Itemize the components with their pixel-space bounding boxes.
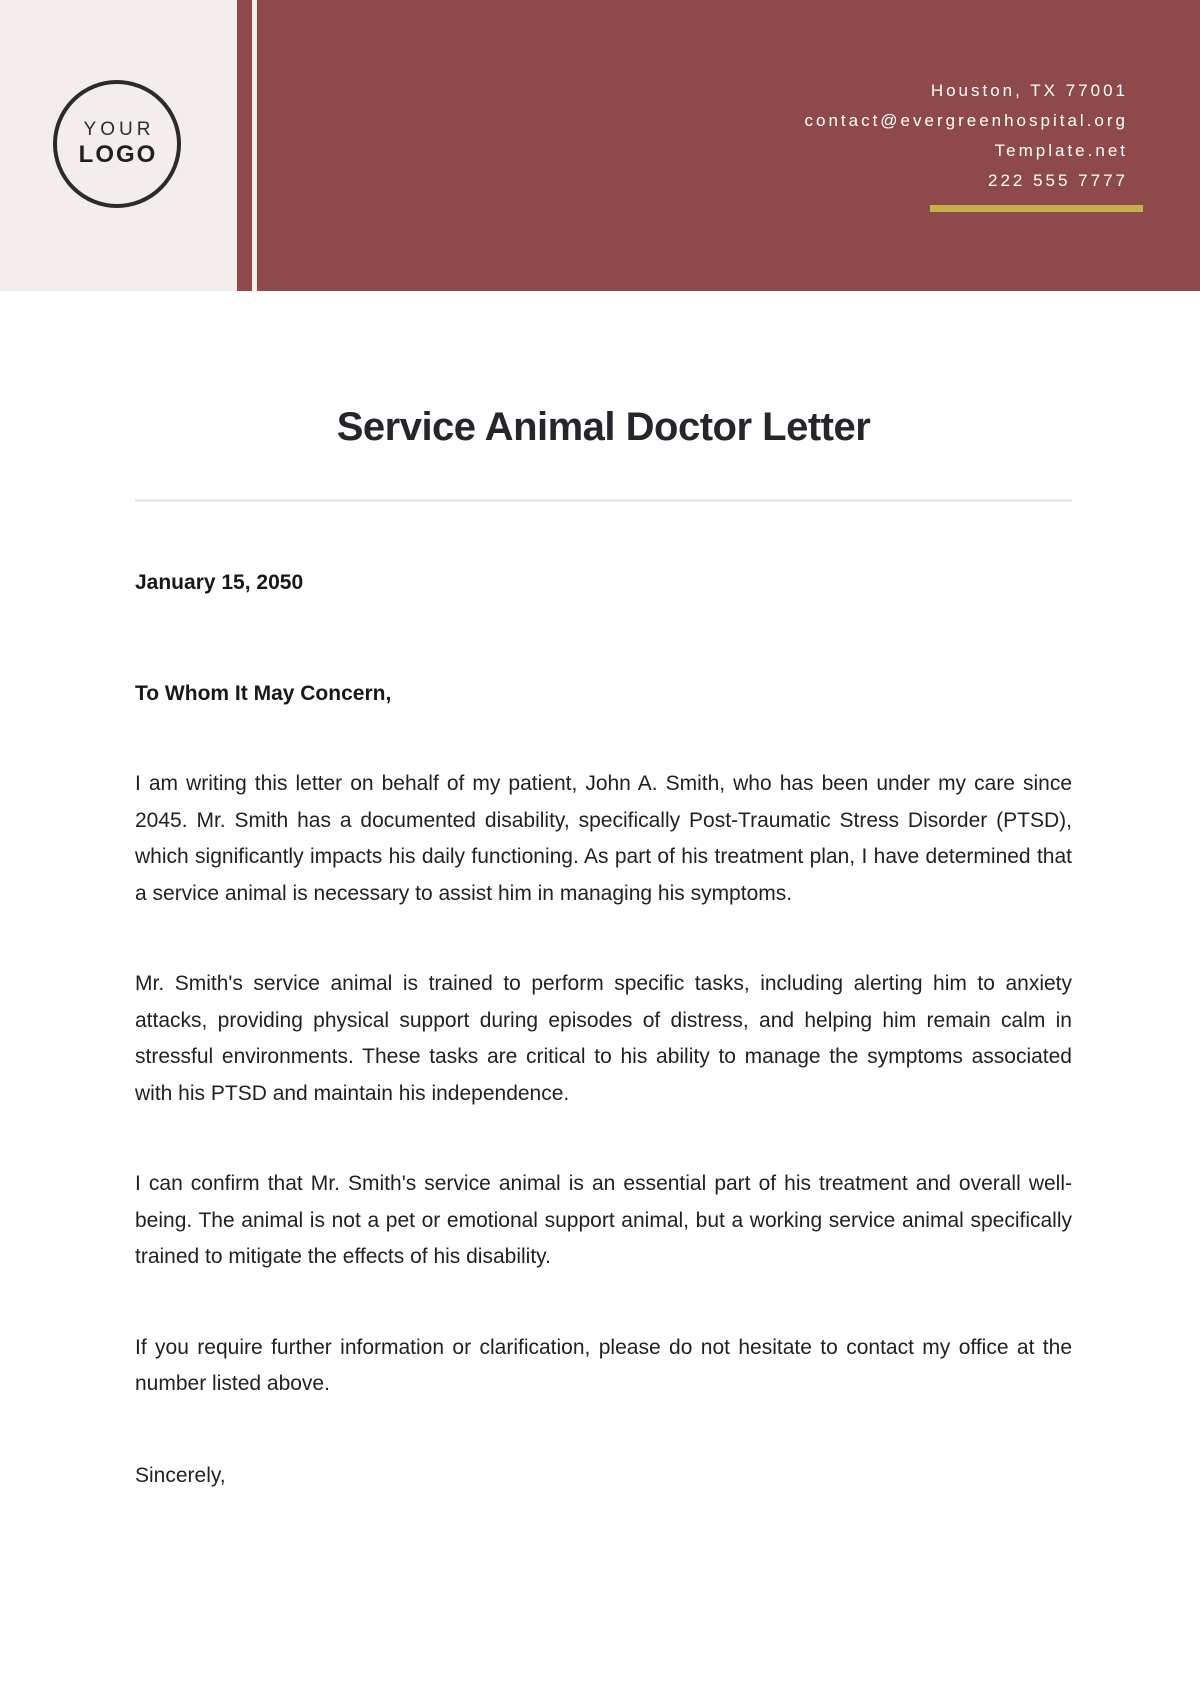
body-paragraph-4: If you require further information or clarification, please do not hesitate to contact my office at the number listed above. — [135, 1335, 1072, 1395]
letter-date: January 15, 2050 — [135, 571, 304, 594]
body-paragraph-1: I am writing this letter on behalf of my patient, John A. Smith, who has been under my care since 2045. Mr. Smith has a documented disability, specifically Post-Traumatic Stress Disorder (PTSD), which significantly impacts his daily functioning. As part of his treatment plan, I have determined that a service animal is necessary to assist him in managing his symptoms. — [135, 772, 1072, 905]
title-divider — [135, 499, 1072, 502]
salutation: To Whom It May Concern, — [135, 682, 392, 705]
letterhead-left-panel — [0, 0, 237, 291]
letter-content — [0, 291, 1200, 1494]
letterhead-main-block — [257, 0, 1200, 291]
letterhead — [0, 0, 1200, 291]
vertical-accent-stripe — [237, 0, 252, 291]
contact-phone-line: 222 555 7777 — [988, 171, 1128, 190]
company-logo — [53, 80, 181, 208]
closing-text: Sincerely, — [135, 1463, 226, 1487]
body-paragraph-2: Mr. Smith's service animal is trained to perform specific tasks, including alerting him to anxiety attacks, providing physical support during episodes of distress, and helping him remain calm in stressful environments. These tasks are critical to his ability to manage the symptoms associated with his PTSD and maintain his independence. — [135, 972, 1072, 1105]
logo-text-top: YOUR — [83, 118, 155, 140]
logo-text-bottom: LOGO — [78, 140, 158, 168]
contact-email-line: contact@evergreenhospital.org — [804, 111, 1128, 130]
gold-accent-bar — [930, 205, 1143, 212]
contact-city-line: Houston, TX 77001 — [930, 81, 1128, 100]
contact-website-line: Template.net — [994, 141, 1128, 160]
letter-title: Service Animal Doctor Letter — [336, 405, 871, 449]
body-paragraph-3: I can confirm that Mr. Smith's service animal is an essential part of his treatment and overall well-being. The animal is not a pet or emotional support animal, but a working service animal specifically trained to mitigate the effects of his disability. — [135, 1172, 1072, 1268]
